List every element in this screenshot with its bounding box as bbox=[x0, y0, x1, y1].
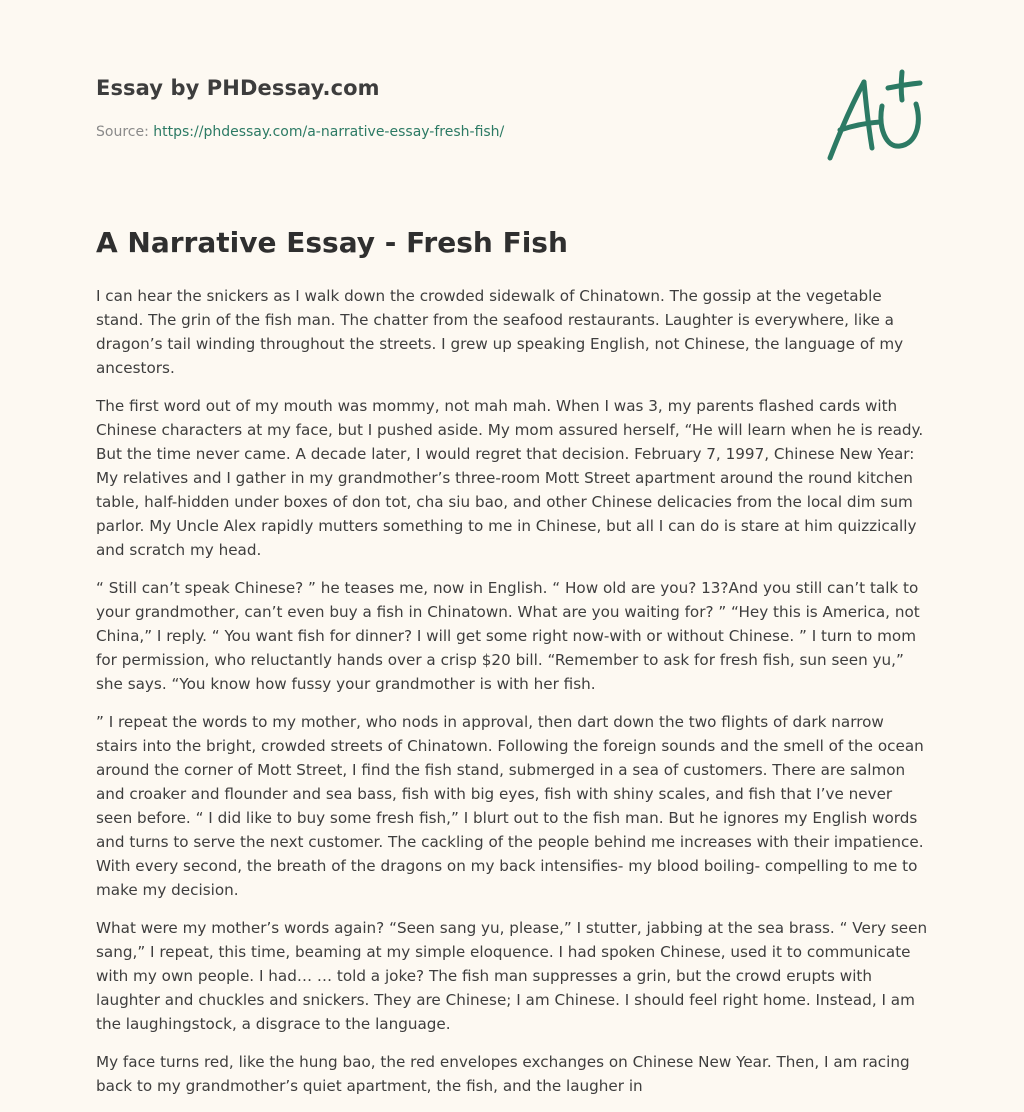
essay-title: A Narrative Essay - Fresh Fish bbox=[96, 226, 568, 259]
essay-paragraph: ” I repeat the words to my mother, who nods in approval, then dart down the two flights of dark narrow stairs into the bright, crowded streets of Chinatown. Following the foreign sounds and the smell of the ocean around the corner of Mott Street, I find the fish stand, submerged in a sea of customers. There are salmon and croaker and flounder and sea bass, fish with big eyes, fish with shiny scales, and fish that I’ve never seen before. “ I did like to buy some fresh fish,” I blurt out to the fish man. But he ignores my English words and turns to serve the next customer. The cackling of the people behind me increases with their impatience. With every second, the breath of the dragons on my back intensifies- my blood boiling- compelling to me to make my decision. bbox=[96, 713, 924, 899]
site-brand: Essay by PHDessay.com bbox=[96, 76, 380, 100]
logo-a-right-stroke bbox=[864, 82, 872, 148]
essay-body bbox=[96, 284, 928, 1112]
essay-paragraph: “ Still can’t speak Chinese? ” he teases me, now in English. “ How old are you? 13?And you still can’t talk to your grandmother, can’t even buy a fish in Chinatown. What are you waiting for? ” “Hey this is America, not China,” I reply. “ You want fish for dinner? I will get some right now-with or without Chinese. ” I turn to mom for permission, who reluctantly hands over a crisp $20 bill. “Remember to ask for fresh fish, sun seen yu,” she says. “You know how fussy your grandmother is with her fish. bbox=[96, 579, 920, 693]
source-link[interactable]: https://phdessay.com/a-narrative-essay-fresh-fish/ bbox=[153, 124, 505, 140]
essay-paragraph: The first word out of my mouth was mommy, not mah mah. When I was 3, my parents flashed cards with Chinese characters at my face, but I pushed aside. My mom assured herself, “He will learn when he is ready. But the time never came. A decade later, I would regret that decision. February 7, 1997, Chinese New Year: My relatives and I gather in my grandmother’s three-room Mott Street apartment around the round kitchen table, half-hidden under boxes of don tot, cha siu bao, and other Chinese delicacies from the local dim sum parlor. My Uncle Alex rapidly mutters something to me in Chinese, but all I can do is stare at him quizzically and scratch my head. bbox=[96, 397, 924, 559]
logo-a-left-stroke bbox=[830, 82, 864, 158]
a-plus-grade-icon bbox=[818, 66, 930, 166]
essay-paragraph: I can hear the snickers as I walk down the crowded sidewalk of Chinatown. The gossip at the vegetable stand. The grin of the fish man. The chatter from the seafood restaurants. Laughter is everywhere, like a dragon’s tail winding throughout the streets. I grew up speaking English, not Chinese, the language of my ancestors. bbox=[96, 287, 904, 377]
essay-paragraph: What were my mother’s words again? “Seen sang yu, please,” I stutter, jabbing at the sea brass. “ Very seen sang,” I repeat, this time, beaming at my simple eloquence. I had spoken Chinese, used it to communicate with my own people. I had… … told a joke? The fish man suppresses a grin, but the crowd erupts with laughter and chuckles and snickers. They are Chinese; I am Chinese. I should feel right home. Instead, I am the laughingstock, a disgrace to the language. bbox=[96, 919, 928, 1033]
essay-paragraph: My face turns red, like the hung bao, the red envelopes exchanges on Chinese New Year. Then, I am racing back to my grandmother’s quiet apartment, the fish, and the laugher in bbox=[96, 1053, 910, 1095]
source-label: Source: bbox=[96, 124, 154, 140]
logo-swoosh bbox=[881, 104, 918, 146]
source-line bbox=[96, 124, 504, 140]
logo-plus-horizontal bbox=[888, 83, 920, 88]
